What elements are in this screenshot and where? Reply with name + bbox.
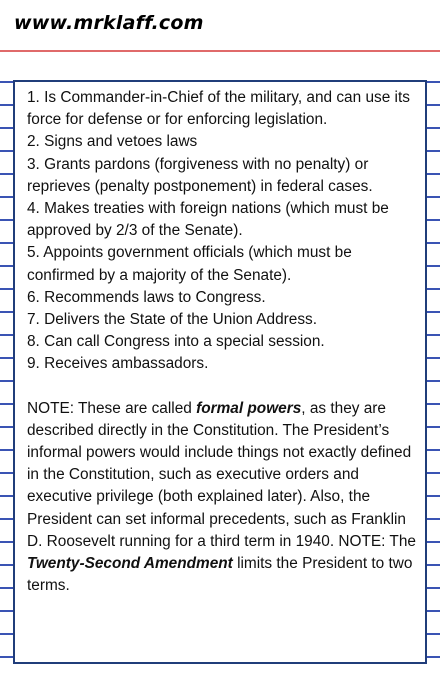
page-header <box>0 0 440 44</box>
power-item: 9. Receives ambassadors. <box>27 355 209 373</box>
twenty-second-amendment-term: Twenty-Second Amendment <box>27 555 233 573</box>
note-text: NOTE: These are called <box>27 399 197 417</box>
power-item: 5. Appoints government officials (which must be confirmed by a majority of the Senate). <box>27 244 352 284</box>
powers-list <box>27 87 417 376</box>
power-item: 6. Recommends laws to Congress. <box>27 288 266 306</box>
power-item: 4. Makes treaties with foreign nations (which must be approved by 2/3 of the Senate). <box>27 200 389 240</box>
margin-rule <box>0 50 440 52</box>
power-item: 8. Can call Congress into a special session. <box>27 333 325 351</box>
note-paragraph <box>27 398 417 598</box>
power-item: 7. Delivers the State of the Union Address. <box>27 311 318 329</box>
site-url: www.mrklaff.com <box>14 12 204 34</box>
power-item: 1. Is Commander-in-Chief of the military, and can use its force for defense or for enforcing legislation. <box>27 89 410 129</box>
note-text: limits the President to two terms. <box>27 555 413 595</box>
power-item: 3. Grants pardons (forgiveness with no penalty) or reprieves (penalty postponement) in federal cases. <box>27 155 373 195</box>
powers-text-box <box>13 80 427 664</box>
power-item: 2. Signs and vetoes laws <box>27 133 198 151</box>
formal-powers-term: formal powers <box>196 399 302 417</box>
note-text: , as they are described directly in the Constitution. The President’s informal powers would include things not exactly defined in the Constitution, such as executive orders and executive privilege (both explained later). Also, the President can set informal precedents, such as Franklin D. Roosevelt running for a third term in 1940. NOTE: The <box>27 399 416 550</box>
